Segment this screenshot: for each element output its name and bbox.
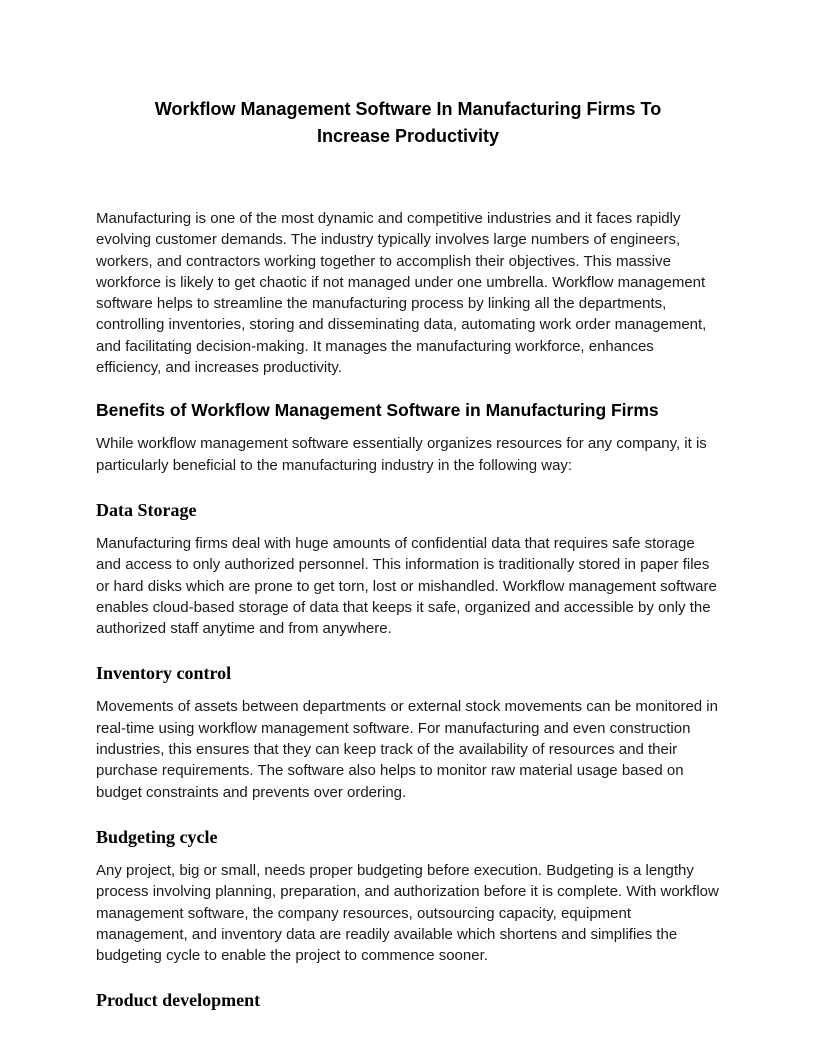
section-heading: Budgeting cycle	[96, 826, 218, 847]
section-heading: Data Storage	[96, 499, 197, 520]
benefits-intro-paragraph: While workflow management software essentially organizes resources for any company, it is particularly beneficial to the manufacturing industry in the following way:	[96, 435, 707, 474]
intro-paragraph: Manufacturing is one of the most dynamic and competitive industries and it faces rapidly evolving customer demands. The industry typically involves large numbers of engineers, workers, and contractors working together to accomplish their objectives. This massive workforce is likely to get chaotic if not managed under one umbrella. Workflow management software helps to streamline the manufacturing process by linking all the departments, controlling inventories, storing and disseminating data, automating work order management, and facilitating decision-making. It manages the manufacturing workforce, enhances efficiency, and increases productivity.	[96, 210, 707, 377]
document-title: Workflow Management Software In Manufacturing Firms To Increase Productivity	[154, 99, 662, 146]
section-product-development	[96, 990, 720, 1011]
section-heading: Inventory control	[96, 663, 232, 684]
section-paragraph: Manufacturing firms deal with huge amounts of confidential data that requires safe storage and access to only authorized personnel. This information is traditionally stored in paper files or hard disks which are prone to get torn, lost or mishandled. Workflow management software enables cloud-based storage of data that keeps it safe, organized and accessible by only the authorized staff anytime and from anywhere.	[96, 534, 717, 638]
section-heading: Product development	[96, 990, 261, 1011]
section-budgeting-cycle	[96, 827, 720, 966]
section-paragraph: Any project, big or small, needs proper budgeting before execution. Budgeting is a lengthy process involving planning, preparation, and authorization before it is complete. With workflow management software, the company resources, outsourcing capacity, equipment management, and inventory data are readily available which shortens and simplifies the budgeting cycle to enable the project to commence sooner.	[96, 861, 719, 965]
section-paragraph: Movements of assets between departments or external stock movements can be monitored in real-time using workflow management software. For manufacturing and even construction industries, this ensures that they can keep track of the availability of resources and their purchase requirements. The software also helps to monitor raw material usage based on budget constraints and prevents over ordering.	[96, 698, 718, 801]
section-data-storage	[96, 500, 720, 639]
section-inventory-control	[96, 663, 720, 802]
benefits-heading: Benefits of Workflow Management Software in Manufacturing Firms	[96, 400, 659, 421]
